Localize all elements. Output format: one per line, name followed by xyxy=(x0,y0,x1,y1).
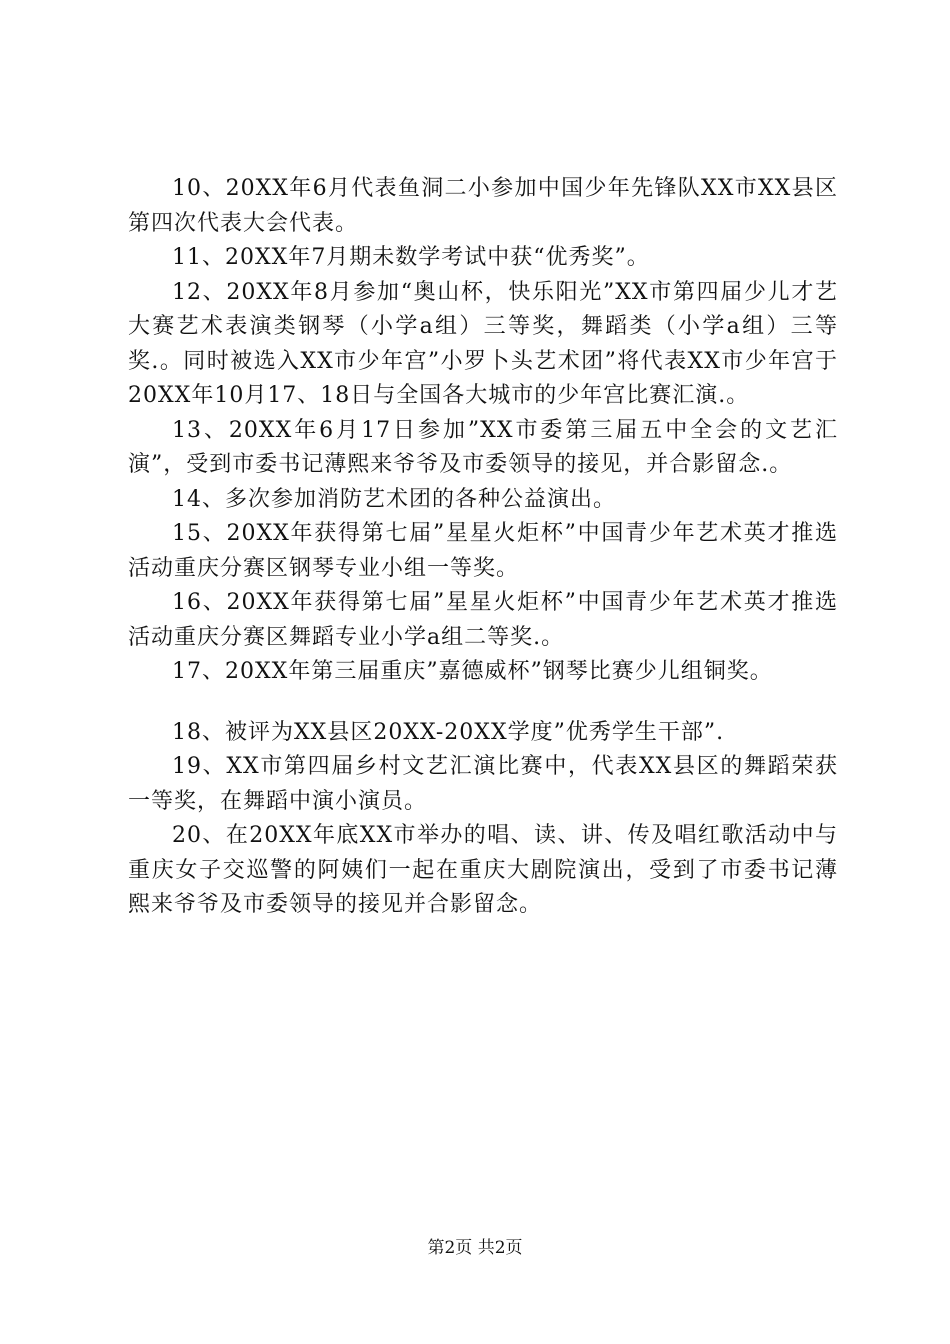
paragraph-20: 20、在20XX年底XX市举办的唱、读、讲、传及唱红歌活动中与重庆女子交巡警的阿姨们一起在重庆大剧院演出，受到了市委书记薄熙来爷爷及市委领导的接见并合影留念。 xyxy=(128,823,838,917)
paragraph-12: 12、20XX年8月参加“奥山杯，快乐阳光”XX市第四届少儿才艺大赛艺术表演类钢琴（小学a组）三等奖，舞蹈类（小学a组）三等奖.。同时被选入XX市少年宫”小罗卜头艺术团”将代表XX市少年宫于20XX年10月17、18日与全国各大城市的少年宫比赛汇演.。 xyxy=(128,279,838,408)
paragraph-19: 19、XX市第四届乡村文艺汇演比赛中，代表XX县区的舞蹈荣获一等奖，在舞蹈中演小演员。 xyxy=(128,754,838,814)
paragraph-16: 16、20XX年获得第七届”星星火炬杯”中国青少年艺术英才推选活动重庆分赛区舞蹈专业小学a组二等奖.。 xyxy=(128,590,838,650)
document-body xyxy=(128,172,838,923)
paragraph-15: 15、20XX年获得第七届”星星火炬杯”中国青少年艺术英才推选活动重庆分赛区钢琴专业小组一等奖。 xyxy=(128,521,838,581)
page-number-footer: 第2页 共2页 xyxy=(427,1238,523,1258)
paragraph-17: 17、20XX年第三届重庆”嘉德威杯”钢琴比赛少儿组铜奖。 xyxy=(172,659,773,684)
paragraph-14: 14、多次参加消防艺术团的各种公益演出。 xyxy=(172,486,616,512)
paragraph-13: 13、20XX年6月17日参加”XX市委第三届五中全会的文艺汇演”，受到市委书记薄熙来爷爷及市委领导的接见，并合影留念.。 xyxy=(128,417,838,477)
paragraph-11: 11、20XX年7月期未数学考试中获“优秀奖”。 xyxy=(172,245,650,270)
paragraph-18: 18、被评为XX县区20XX-20XX学度”优秀学生干部”. xyxy=(172,719,725,745)
paragraph-10: 10、20XX年6月代表鱼洞二小参加中国少年先锋队XX市XX县区第四次代表大会代表。 xyxy=(128,176,838,236)
